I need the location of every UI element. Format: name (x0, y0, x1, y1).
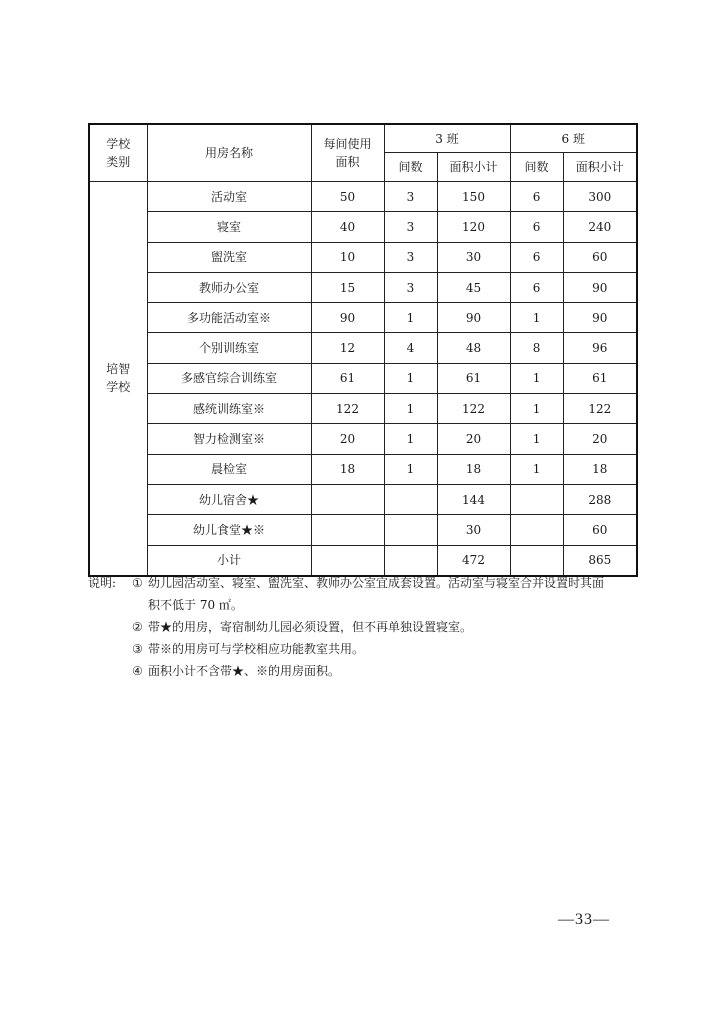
notes-section (88, 572, 648, 682)
header-area-per-room (311, 124, 384, 182)
room-name-cell: 寝室 (147, 212, 311, 242)
subtotal-3-cell: 122 (437, 394, 510, 424)
area-per-room-cell (311, 484, 384, 514)
subheader-subtotal-6: 面积小计 (563, 153, 637, 182)
subtotal-6-cell: 90 (563, 303, 637, 333)
table-body (89, 182, 637, 576)
note-text: 带★的用房，寄宿制幼儿园必须设置，但不再单独设置寝室。 (148, 620, 473, 634)
subtotal-3-cell: 30 (437, 515, 510, 545)
school-category-line: 学校 (106, 380, 131, 395)
subtotal-6-cell: 96 (563, 333, 637, 363)
count-3-cell: 4 (384, 333, 437, 363)
note-number: ④ (132, 664, 143, 678)
subtotal-3-cell: 48 (437, 333, 510, 363)
count-3-cell: 3 (384, 182, 437, 212)
room-name-cell: 个别训练室 (147, 333, 311, 363)
subtotal-3-cell: 45 (437, 272, 510, 302)
area-per-room-cell: 18 (311, 454, 384, 484)
header-6-classes: 6 班 (510, 124, 637, 153)
table-row (89, 363, 637, 393)
area-per-room-cell (311, 515, 384, 545)
subtotal-3-cell: 18 (437, 454, 510, 484)
note-item-2 (88, 616, 648, 638)
note-item-1 (88, 572, 648, 594)
header-school-type-line2: 类别 (106, 155, 131, 169)
table-row (89, 333, 637, 363)
room-name-cell: 智力检测室※ (147, 424, 311, 454)
header-3-classes: 3 班 (384, 124, 510, 153)
subheader-count-6: 间数 (510, 153, 563, 182)
note-text: 面积小计不含带★、※的用房面积。 (148, 664, 341, 678)
room-name-cell: 活动室 (147, 182, 311, 212)
subtotal-6-cell: 865 (563, 545, 637, 576)
area-per-room-cell: 90 (311, 303, 384, 333)
note-number: ③ (132, 642, 143, 656)
header-area-line2: 面积 (335, 155, 360, 169)
subtotal-3-cell: 150 (437, 182, 510, 212)
subtotal-6-cell: 20 (563, 424, 637, 454)
count-6-cell: 1 (510, 363, 563, 393)
subtotal-6-cell: 240 (563, 212, 637, 242)
table-row (89, 303, 637, 333)
count-3-cell (384, 484, 437, 514)
count-6-cell: 6 (510, 212, 563, 242)
table-row (89, 515, 637, 545)
room-name-cell: 晨检室 (147, 454, 311, 484)
room-name-cell: 盥洗室 (147, 242, 311, 272)
room-name-cell: 多功能活动室※ (147, 303, 311, 333)
count-3-cell: 3 (384, 272, 437, 302)
area-per-room-cell: 40 (311, 212, 384, 242)
count-3-cell (384, 515, 437, 545)
subheader-subtotal-3: 面积小计 (437, 153, 510, 182)
count-6-cell: 8 (510, 333, 563, 363)
subtotal-6-cell: 60 (563, 242, 637, 272)
subtotal-6-cell: 122 (563, 394, 637, 424)
school-category-line: 培智 (106, 362, 131, 377)
note-text: 带※的用房可与学校相应功能教室共用。 (148, 642, 365, 656)
count-6-cell: 6 (510, 182, 563, 212)
subheader-count-3: 间数 (384, 153, 437, 182)
subtotal-6-cell: 90 (563, 272, 637, 302)
note-item-4 (88, 660, 648, 682)
count-3-cell: 1 (384, 454, 437, 484)
count-3-cell: 1 (384, 363, 437, 393)
note-number: ① (132, 576, 143, 590)
count-3-cell: 3 (384, 242, 437, 272)
subtotal-3-cell: 144 (437, 484, 510, 514)
subtotal-3-cell: 61 (437, 363, 510, 393)
subtotal-3-cell: 30 (437, 242, 510, 272)
room-name-cell: 多感官综合训练室 (147, 363, 311, 393)
subtotal-6-cell: 18 (563, 454, 637, 484)
note-text: 幼儿园活动室、寝室、盥洗室、教师办公室宜成套设置。活动室与寝室合并设置时其面 (148, 576, 605, 590)
count-3-cell: 1 (384, 394, 437, 424)
room-name-cell: 幼儿食堂★※ (147, 515, 311, 545)
area-per-room-cell: 61 (311, 363, 384, 393)
header-school-type (89, 124, 147, 182)
table-row (89, 212, 637, 242)
count-6-cell: 6 (510, 242, 563, 272)
table-row (89, 394, 637, 424)
subtotal-6-cell: 60 (563, 515, 637, 545)
table-header-row (89, 124, 637, 153)
count-6-cell: 6 (510, 272, 563, 302)
subtotal-6-cell: 288 (563, 484, 637, 514)
subtotal-6-cell: 61 (563, 363, 637, 393)
subtotal-3-cell: 120 (437, 212, 510, 242)
room-name-cell: 幼儿宿舍★ (147, 484, 311, 514)
table-row (89, 242, 637, 272)
count-6-cell: 1 (510, 303, 563, 333)
count-6-cell (510, 515, 563, 545)
page-number: —33— (558, 911, 610, 928)
subtotal-3-cell: 20 (437, 424, 510, 454)
header-room-name: 用房名称 (147, 124, 311, 182)
header-school-type-line1: 学校 (106, 137, 131, 151)
school-category-cell (89, 182, 147, 576)
note-item-3 (88, 638, 648, 660)
area-per-room-cell: 50 (311, 182, 384, 212)
area-per-room-cell: 10 (311, 242, 384, 272)
count-6-cell: 1 (510, 424, 563, 454)
area-per-room-cell: 122 (311, 394, 384, 424)
room-name-cell: 感统训练室※ (147, 394, 311, 424)
table-row (89, 272, 637, 302)
notes-lead: 说明: (88, 576, 117, 590)
subtotal-3-cell: 90 (437, 303, 510, 333)
room-name-cell: 教师办公室 (147, 272, 311, 302)
table-row (89, 182, 637, 212)
count-3-cell: 3 (384, 212, 437, 242)
subtotal-3-cell: 472 (437, 545, 510, 576)
area-per-room-cell: 15 (311, 272, 384, 302)
count-6-cell: 1 (510, 394, 563, 424)
count-6-cell: 1 (510, 454, 563, 484)
table-row (89, 424, 637, 454)
room-name-cell: 小计 (147, 545, 311, 576)
table-row (89, 484, 637, 514)
subtotal-6-cell: 300 (563, 182, 637, 212)
room-area-table (88, 123, 638, 577)
note-number: ② (132, 620, 143, 634)
count-3-cell: 1 (384, 303, 437, 333)
count-3-cell: 1 (384, 424, 437, 454)
table-row (89, 454, 637, 484)
header-area-line1: 每间使用 (323, 137, 372, 151)
area-per-room-cell: 20 (311, 424, 384, 454)
note-item-1-continuation: 积不低于 70 ㎡。 (148, 598, 243, 612)
area-per-room-cell: 12 (311, 333, 384, 363)
count-6-cell (510, 484, 563, 514)
